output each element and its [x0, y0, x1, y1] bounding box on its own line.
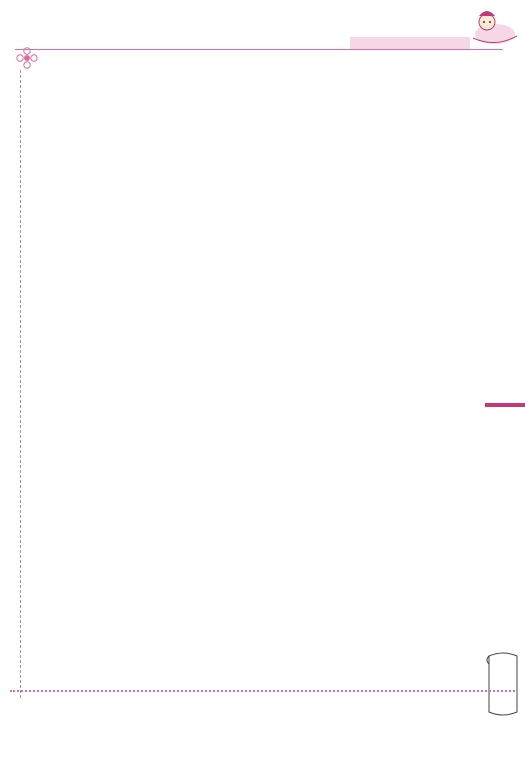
answer-content — [34, 72, 472, 78]
header-bar — [350, 37, 470, 49]
mascot-illustration-icon — [465, 4, 523, 50]
page-number-underline — [485, 403, 525, 407]
flower-ornament-icon — [15, 46, 39, 70]
cut-guide-line — [20, 70, 21, 698]
header-divider — [15, 49, 503, 50]
watermark — [419, 722, 519, 766]
